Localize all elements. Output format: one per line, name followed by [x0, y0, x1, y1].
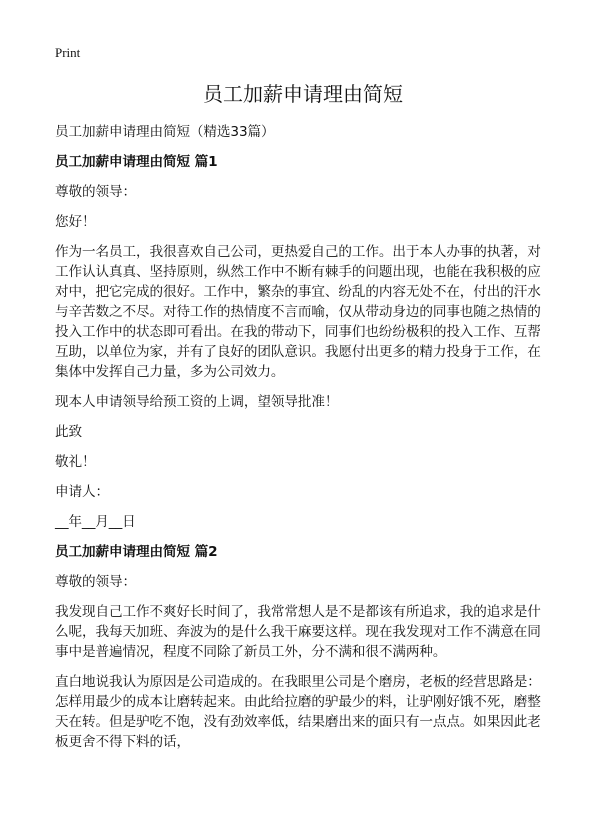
article2-para2: 直白地说我认为原因是公司造成的。在我眼里公司是个磨房，老板的经营思路是：怎样用最少的成本让磨转起来。由此给拉磨的驴最少的料，让驴刚好饿不死，磨整天在转。但是驴吃不饱，没有劲效率低，结果磨出来的面只有一点点。如果因此老板更舍不得下料的话， [55, 674, 541, 750]
subtitle: 员工加薪申请理由简短（精选33篇） [55, 124, 275, 140]
article1-closing2: 敬礼！ [55, 454, 96, 470]
article1-hello: 您好！ [55, 214, 96, 230]
article1-greeting: 尊敬的领导： [55, 184, 136, 200]
article1-body: 作为一名员工，我很喜欢自己公司，更热爱自己的工作。出于本人办事的执著，对工作认认真真、坚持原则，纵然工作中不断有棘手的问题出现，也能在我积极的应对中，把它完成的很好。工作中，繁杂的事宜、纷乱的内容无处不在，付出的汗水与辛苦数之不尽。对待工作的热情度不言而喻，仅从带动身边的同事也随之热情的投入工作中的状态即可看出。在我的带动下，同事们也纷纷极积的投入工作、互帮互助，以单位为家，并有了良好的团队意识。我愿付出更多的精力投身于工作，在集体中发挥自己力量，多为公司效力。 [55, 244, 541, 380]
article1-request: 现本人申请领导给预工资的上调，望领导批准！ [55, 394, 339, 410]
article2-greeting: 尊敬的领导： [55, 574, 136, 590]
document-content [55, 80, 551, 762]
article2-para1: 我发现自己工作不爽好长时间了，我常常想人是不是都该有所追求，我的追求是什么呢，我每天加班、奔波为的是什么我干麻要这样。现在我发现对工作不满意在同事中是普遍情况，程度不同除了新员工外，分不满和很不满两种。 [55, 604, 541, 660]
article1-applicant: 申请人： [55, 484, 109, 500]
article1-date: __年__月__日 [55, 514, 136, 530]
article2-heading: 员工加薪申请理由简短 篇2 [55, 544, 218, 560]
article1-heading: 员工加薪申请理由简短 篇1 [55, 154, 218, 170]
article1-closing1: 此致 [55, 424, 82, 440]
print-link[interactable]: Print [55, 45, 81, 60]
page-title: 员工加薪申请理由简短 [203, 82, 403, 106]
